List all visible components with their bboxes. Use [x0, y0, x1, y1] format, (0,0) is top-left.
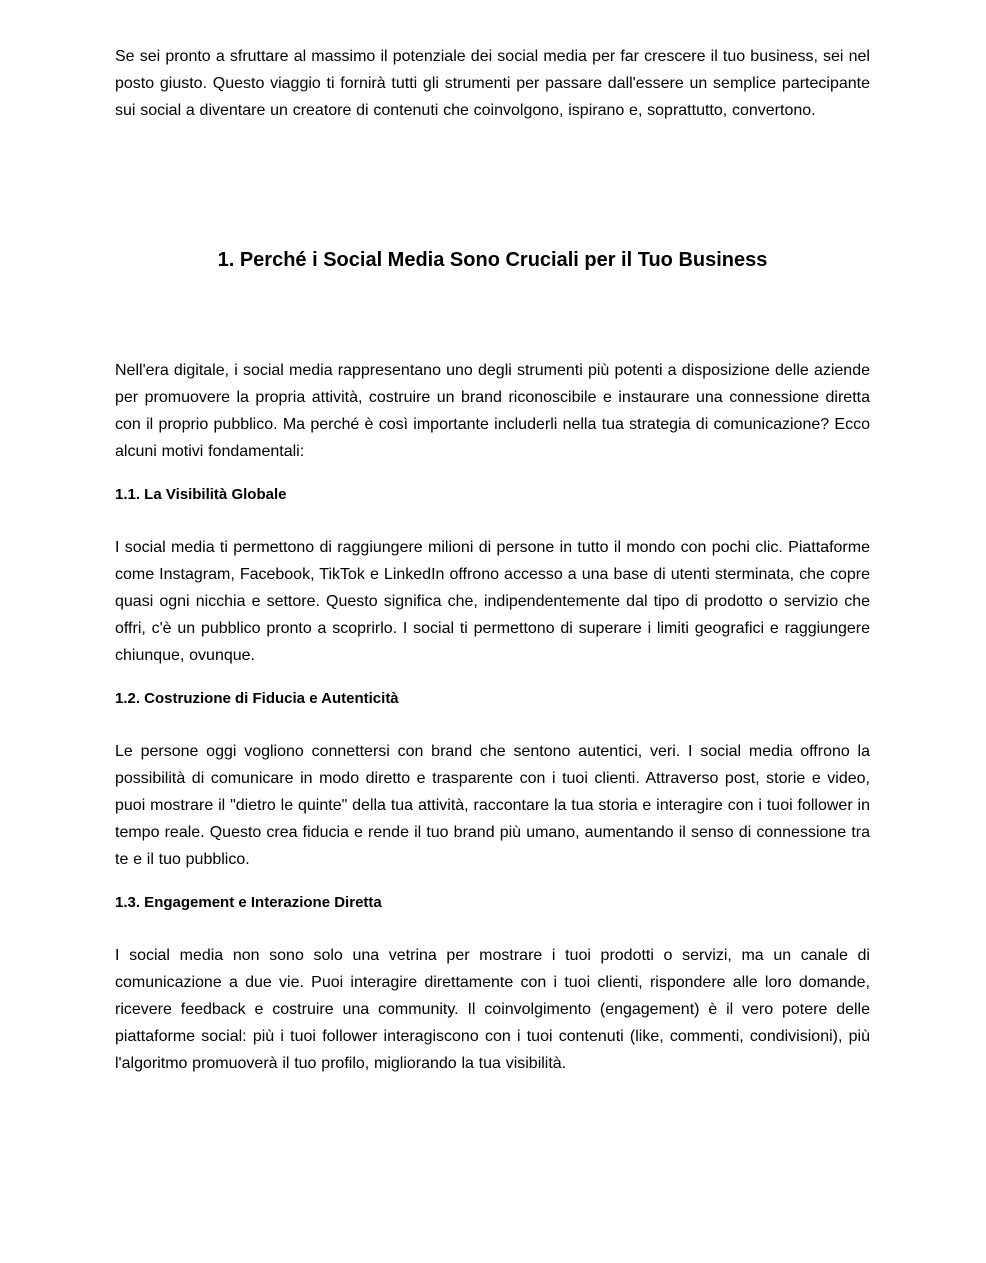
subsection-body: I social media non sono solo una vetrina per mostrare i tuoi prodotti o servizi, ma un canale di comunicazione a due vie. Puoi interagire direttamente con i tuoi clienti, rispondere alle loro domande, ricevere feedback e costruire una community. Il coinvolgimento (engagement) è il vero potere delle piattaforme social: più i tuoi follower interagiscono con i tuoi contenuti (like, commenti, condivisioni), più l'algoritmo promuoverà il tuo profilo, migliorando la tua visibilità.: [115, 947, 870, 1072]
subsection-body: I social media ti permettono di raggiungere milioni di persone in tutto il mondo con pochi clic. Piattaforme come Instagram, Facebook, TikTok e LinkedIn offrono accesso a una base di utenti sterminata, che copre quasi ogni nicchia e settore. Questo significa che, indipendentemente dal tipo di prodotto o servizio che offri, c'è un pubblico pronto a scoprirlo. I social ti permettono di superare i limiti geografici e raggiungere chiunque, ovunque.: [115, 539, 870, 664]
intro-paragraph: Se sei pronto a sfruttare al massimo il potenziale dei social media per far crescere il tuo business, sei nel posto giusto. Questo viaggio ti fornirà tutti gli strumenti per passare dall'essere un semplice partecipante sui social a diventare un creatore di contenuti che coinvolgono, ispirano e, soprattutto, convertono.: [115, 48, 870, 119]
subsection-engagement-interazione: [115, 894, 870, 1077]
section-intro-paragraph: Nell'era digitale, i social media rappresentano uno degli strumenti più potenti a disposizione delle aziende per promuovere la propria attività, costruire un brand riconoscibile e instaurare una connessione diretta con il proprio pubblico. Ma perché è così importante includerli nella tua strategia di comunicazione? Ecco alcuni motivi fondamentali:: [115, 362, 870, 460]
subsection-heading: 1.3. Engagement e Interazione Diretta: [115, 894, 382, 911]
subsection-visibilita-globale: [115, 486, 870, 669]
subsection-body: Le persone oggi vogliono connettersi con brand che sentono autentici, veri. I social media offrono la possibilità di comunicare in modo diretto e trasparente con i tuoi clienti. Attraverso post, storie e video, puoi mostrare il "dietro le quinte" della tua attività, raccontare la tua storia e interagire con i tuoi follower in tempo reale. Questo crea fiducia e rende il tuo brand più umano, aumentando il senso di connessione tra te e il tuo pubblico.: [115, 743, 870, 868]
section-title: 1. Perché i Social Media Sono Cruciali per il Tuo Business: [217, 249, 768, 271]
subsection-heading: 1.1. La Visibilità Globale: [115, 486, 287, 503]
subsection-heading: 1.2. Costruzione di Fiducia e Autenticità: [115, 690, 399, 707]
subsection-fiducia-autenticita: [115, 690, 870, 873]
